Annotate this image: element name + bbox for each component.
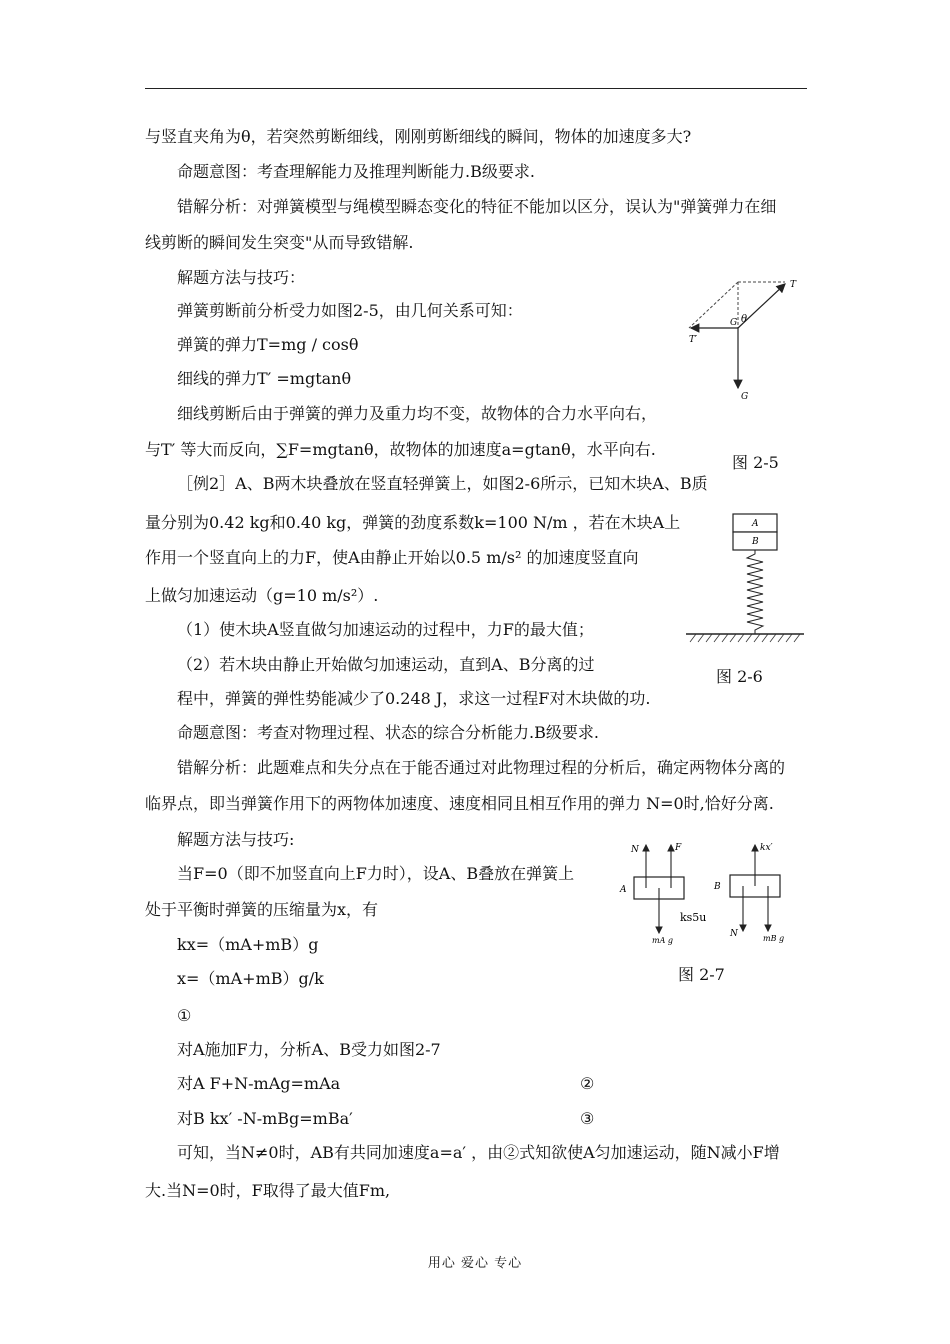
text-line: ① [177, 1006, 192, 1025]
text-line: 细线的弹力T′ =mgtanθ [177, 369, 352, 388]
figure-caption: 图 2-7 [678, 965, 725, 984]
text-line: 对A F+N-mAg=mAa [177, 1074, 341, 1093]
text-line: 线剪断的瞬间发生突变"从而导致错解. [145, 233, 414, 252]
header-rule [145, 88, 807, 89]
text-line: 弹簧剪断前分析受力如图2-5，由几何关系可知： [177, 301, 523, 320]
text-line: kx=（mA+mB）g [177, 935, 319, 954]
text-line: ［例2］A、B两木块叠放在竖直轻弹簧上，如图2-6所示，已知木块A、B质 [177, 474, 708, 493]
label-N: N [631, 845, 639, 855]
label-T-prime: T′ [689, 335, 698, 345]
text-line: 当F=0（即不加竖直向上F力时），设A、B叠放在弹簧上 [177, 864, 575, 883]
text-line: x=（mA+mB）g/k [177, 969, 324, 988]
text-line: 命题意图：考查理解能力及推理判断能力.B级要求. [177, 162, 535, 181]
block-B-label: B [752, 537, 759, 547]
text-line: 与竖直夹角为θ，若突然剪断细线，刚刚剪断细线的瞬间，物体的加速度多大? [145, 127, 692, 146]
text-line: 错解分析：对弹簧模型与绳模型瞬态变化的特征不能加以区分，误认为"弹簧弹力在细 [177, 197, 777, 216]
label-kx-prime: kx′ [760, 843, 773, 853]
figure-caption: 图 2-5 [732, 453, 779, 472]
text-line: 解题方法与技巧: [177, 830, 295, 849]
text-line: 可知，当N≠0时，AB有共同加速度a=a′ ，由②式知欲使A匀加速运动，随N减小F增 [177, 1143, 780, 1162]
equation-marker: ③ [580, 1109, 595, 1128]
watermark-text: ks5u [680, 911, 707, 924]
label-N2: N [730, 929, 738, 939]
figure-2-7 [615, 835, 795, 950]
equation-marker: ② [580, 1074, 595, 1093]
text-line: 细线剪断后由于弹簧的弹力及重力均不变，故物体的合力水平向右， [177, 404, 658, 423]
text-line: 对A施加F力，分析A、B受力如图2-7 [177, 1040, 441, 1059]
spring [747, 550, 763, 634]
text-line: 错解分析：此题难点和失分点在于能否通过对此物理过程的分析后，确定两物体分离的 [177, 758, 786, 777]
ground-hatching [690, 634, 800, 642]
text-line: 临界点，即当弹簧作用下的两物体加速度、速度相同且相互作用的弹力 N=0时,恰好分离. [145, 794, 774, 813]
figure-2-6 [686, 510, 806, 650]
text-line: 大.当N=0时，F取得了最大值Fm, [145, 1181, 391, 1200]
label-T: T [790, 280, 797, 290]
text-line: 解题方法与技巧： [177, 268, 306, 287]
figure-caption: 图 2-6 [716, 667, 763, 686]
label-mBg: mB g [763, 934, 785, 943]
label-mAg: mA g [652, 936, 674, 945]
text-line: 作用一个竖直向上的力F，使A由静止开始以0.5 m/s² 的加速度竖直向 [145, 548, 639, 567]
text-line: （2）若木块由静止开始做匀加速运动，直到A、B分离的过 [177, 655, 595, 674]
text-line: 上做匀加速运动（g=10 m/s²）. [145, 586, 379, 605]
figure-2-5 [680, 275, 810, 405]
label-theta: θ [741, 314, 748, 325]
text-line: 处于平衡时弹簧的压缩量为x，有 [145, 900, 379, 919]
text-line: 与T′ 等大而反向，∑F=mgtanθ，故物体的加速度a=gtanθ，水平向右. [145, 440, 656, 459]
label-B: B [714, 882, 721, 892]
text-line: 命题意图：考查对物理过程、状态的综合分析能力.B级要求. [177, 723, 599, 742]
text-line: 弹簧的弹力T=mg / cosθ [177, 335, 359, 354]
label-G: G [741, 392, 749, 402]
label-A: A [620, 885, 627, 895]
text-line: 量分别为0.42 kg和0.40 kg，弹簧的劲度系数k=100 N/m ，若在木块A上 [145, 513, 681, 532]
text-line: （1）使木块A竖直做匀加速运动的过程中，力F的最大值； [177, 620, 594, 639]
page-footer: 用心 爱心 专心 [427, 1256, 523, 1271]
text-line: 程中，弹簧的弹性势能减少了0.248 J，求这一过程F对木块做的功. [177, 689, 651, 708]
block-A-label: A [752, 519, 759, 529]
label-G-top: G [730, 318, 738, 328]
text-line: 对B kx′ -N-mBg=mBa′ [177, 1109, 353, 1128]
label-F: F [675, 843, 682, 853]
